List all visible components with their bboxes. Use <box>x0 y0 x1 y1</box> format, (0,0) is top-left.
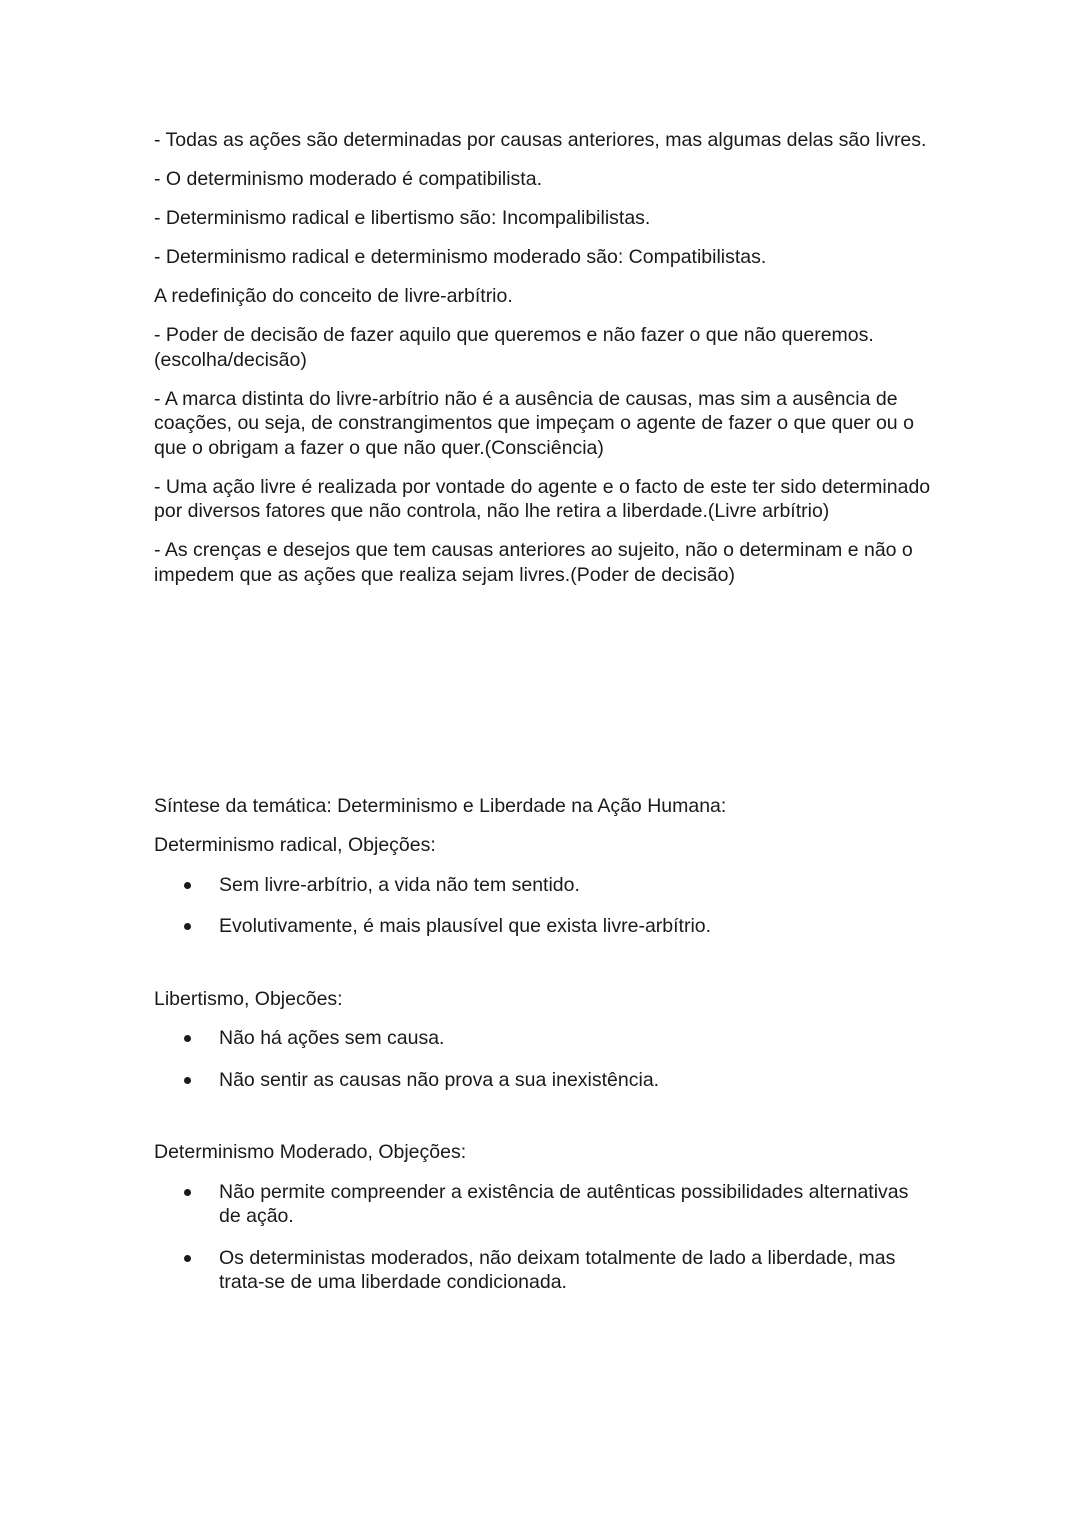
intro-paragraph-7: - A marca distinta do livre-arbítrio não é a ausência de causas, mas sim a ausência de coações, ou seja, de constrangimentos que impeçam o agente de fazer o que quer ou o que o obrigam a fazer o que não quer.(Consciência) <box>154 387 914 459</box>
section-heading: Determinismo Moderado, Objeções: <box>154 1141 467 1163</box>
intro-paragraph-9: - As crenças e desejos que tem causas anteriores ao sujeito, não o determinam e não o impedem que as ações que realiza sejam livres.(Poder de decisão) <box>154 539 913 586</box>
synthesis-title: Síntese da temática: Determinismo e Liberdade na Ação Humana: <box>154 794 727 817</box>
redefinition-heading: A redefinição do conceito de livre-arbítrio. <box>154 285 513 307</box>
list-item <box>154 873 934 898</box>
list-item <box>154 1026 934 1051</box>
objections-list <box>154 873 934 939</box>
intro-paragraph-2: - O determinismo moderado é compatibilista. <box>154 168 542 190</box>
intro-paragraph-4: - Determinismo radical e determinismo moderado são: Compatibilistas. <box>154 246 767 268</box>
bullet-icon <box>184 1255 191 1262</box>
list-item-text: Evolutivamente, é mais plausível que exista livre-arbítrio. <box>219 915 712 937</box>
section-determinismo-radical <box>154 833 934 939</box>
bullet-icon <box>184 1035 191 1042</box>
intro-paragraph-6: - Poder de decisão de fazer aquilo que queremos e não fazer o que não queremos.(escolha/decisão) <box>154 324 874 371</box>
list-item-text: Não sentir as causas não prova a sua inexistência. <box>219 1068 660 1091</box>
section-libertismo <box>154 987 934 1093</box>
intro-block <box>154 128 934 587</box>
list-item <box>154 1246 934 1295</box>
list-item-text: Não há ações sem causa. <box>219 1027 445 1049</box>
bullet-icon <box>184 1189 191 1196</box>
list-item <box>154 1068 934 1093</box>
list-item-text: Sem livre-arbítrio, a vida não tem sentido. <box>219 873 580 896</box>
section-heading: Libertismo, Objecões: <box>154 987 343 1010</box>
bullet-icon <box>184 1077 191 1084</box>
intro-paragraph-8: - Uma ação livre é realizada por vontade do agente e o facto de este ter sido determinado por diversos fatores que não controla, não lhe retira a liberdade.(Livre arbítrio) <box>154 475 931 522</box>
synthesis-block <box>154 794 934 1295</box>
objections-list <box>154 1180 934 1295</box>
list-item-text: Os deterministas moderados, não deixam totalmente de lado a liberdade, mas trata-se de uma liberdade condicionada. <box>219 1246 896 1293</box>
blank-space <box>154 602 934 794</box>
document-page <box>154 128 934 1312</box>
intro-paragraph-1: - Todas as ações são determinadas por causas anteriores, mas algumas delas são livres. <box>154 129 927 151</box>
list-item-text: Não permite compreender a existência de autênticas possibilidades alternativas de ação. <box>219 1180 909 1227</box>
intro-paragraph-3: - Determinismo radical e libertismo são: Incompalibilistas. <box>154 207 651 229</box>
bullet-icon <box>184 923 191 930</box>
list-item <box>154 1180 934 1229</box>
objections-list <box>154 1026 934 1092</box>
bullet-icon <box>184 882 191 889</box>
section-heading: Determinismo radical, Objeções: <box>154 834 436 856</box>
list-item <box>154 914 934 939</box>
section-determinismo-moderado <box>154 1140 934 1295</box>
